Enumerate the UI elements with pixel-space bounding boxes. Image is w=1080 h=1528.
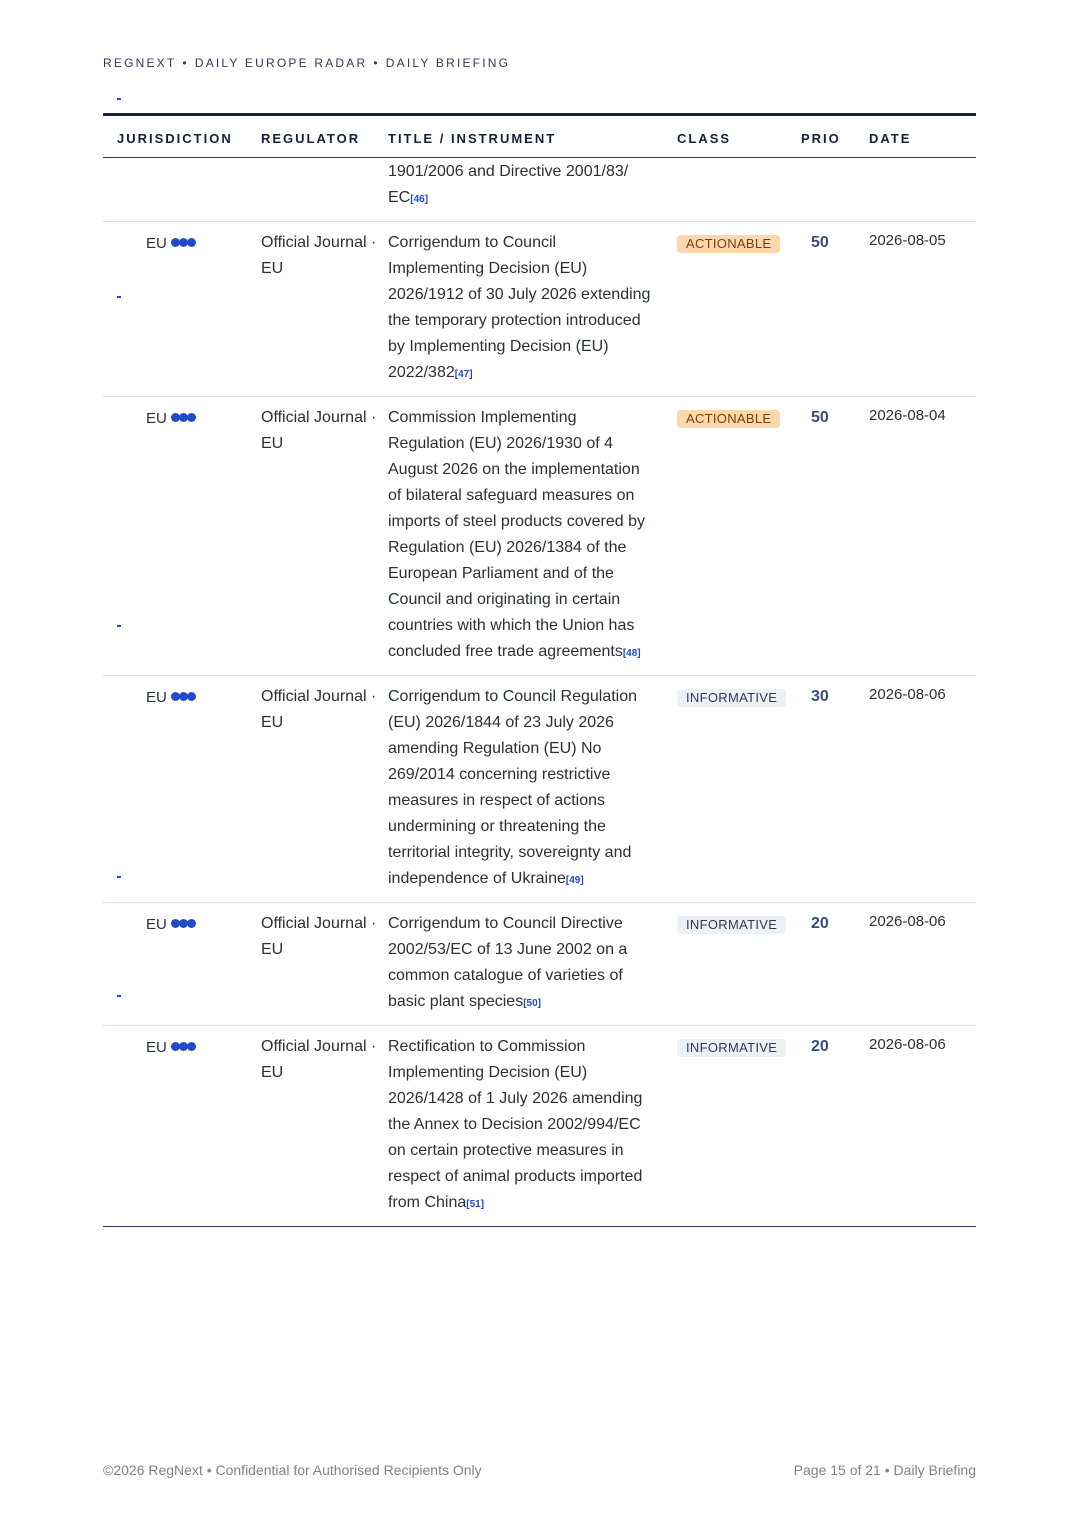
- title-text: Corrigendum to Council Regulation (EU) 2026/1844 of 23 July 2026 amending Regulation (EU) No 269/2014 concerning restrictive measures in respect of actions undermining or threatening the territorial integrity, sovereignty and independence of Ukraine: [388, 688, 638, 887]
- column-header-class: CLASS: [677, 117, 801, 158]
- jurisdiction-label: EU: [146, 1039, 167, 1056]
- regulator-cell: Official Journal · EU: [261, 676, 388, 903]
- title-text: Corrigendum to Council Directive 2002/53/EC of 13 June 2002 on a common catalogue of varieties of basic plant species: [388, 915, 628, 1010]
- column-header-title: TITLE / INSTRUMENT: [388, 117, 677, 158]
- class-badge: INFORMATIVE: [677, 1039, 786, 1057]
- header-doc-type: DAILY BRIEFING: [385, 56, 511, 70]
- jurisdiction-label: EU: [146, 235, 167, 252]
- class-cell: [677, 397, 801, 676]
- prio-cell: 50: [801, 397, 869, 676]
- date-cell: 2026-08-06: [869, 903, 976, 1026]
- header-separator: •: [182, 56, 189, 70]
- running-header: [103, 56, 510, 70]
- class-cell: [677, 222, 801, 397]
- jurisdiction-dots-icon: [171, 405, 195, 431]
- class-cell: [677, 676, 801, 903]
- title-cell: [388, 158, 677, 222]
- prio-cell: 30: [801, 676, 869, 903]
- class-badge: ACTIONABLE: [677, 410, 780, 428]
- briefing-table: [103, 117, 976, 1227]
- title-text: 1901/2006 and Directive 2001/83/ EC: [388, 163, 629, 206]
- footer-copyright: ©2026 RegNext • Confidential for Authorised Recipients Only: [103, 1462, 482, 1478]
- column-header-jurisdiction: JURISDICTION: [103, 117, 261, 158]
- citation-link[interactable]: [49]: [565, 875, 584, 886]
- class-cell: [677, 1026, 801, 1227]
- jurisdiction-dots-icon: [171, 684, 195, 710]
- title-cell: [388, 903, 677, 1026]
- citation-link[interactable]: [47]: [454, 369, 473, 380]
- jurisdiction-dots-icon: [171, 911, 195, 937]
- title-cell: [388, 222, 677, 397]
- jurisdiction-cell: [103, 1026, 261, 1227]
- column-header-regulator: REGULATOR: [261, 117, 388, 158]
- date-cell: 2026-08-06: [869, 676, 976, 903]
- class-badge: INFORMATIVE: [677, 689, 786, 707]
- jurisdiction-cell: [103, 397, 261, 676]
- prio-cell: 20: [801, 903, 869, 1026]
- regulator-cell: Official Journal · EU: [261, 222, 388, 397]
- jurisdiction-dots-icon: [171, 1034, 195, 1060]
- table-row-continued: [103, 158, 976, 222]
- header-separator: •: [373, 56, 380, 70]
- table-row: [103, 903, 976, 1026]
- title-cell: [388, 1026, 677, 1227]
- title-cell: [388, 397, 677, 676]
- jurisdiction-cell: [103, 222, 261, 397]
- citation-link[interactable]: [48]: [622, 648, 641, 659]
- regulator-cell: Official Journal · EU: [261, 1026, 388, 1227]
- date-cell: 2026-08-06: [869, 1026, 976, 1227]
- regulator-cell: Official Journal · EU: [261, 397, 388, 676]
- table-top-rule: [103, 113, 976, 116]
- prio-cell: 20: [801, 1026, 869, 1227]
- jurisdiction-label: EU: [146, 410, 167, 427]
- citation-link[interactable]: [46]: [410, 194, 429, 205]
- date-cell: 2026-08-05: [869, 222, 976, 397]
- citation-link[interactable]: [51]: [466, 1199, 485, 1210]
- table-row: [103, 222, 976, 397]
- jurisdiction-cell: [103, 903, 261, 1026]
- table-row: [103, 397, 976, 676]
- title-cell: [388, 676, 677, 903]
- prio-cell: 50: [801, 222, 869, 397]
- title-text: Corrigendum to Council Implementing Decision (EU) 2026/1912 of 30 July 2026 extending the temporary protection introduced by Implementing Decision (EU) 2022/382: [388, 234, 651, 381]
- column-header-prio: PRIO: [801, 117, 869, 158]
- jurisdiction-label: EU: [146, 916, 167, 933]
- column-header-date: DATE: [869, 117, 976, 158]
- table-row: [103, 676, 976, 903]
- footer-page-number: Page 15 of 21 • Daily Briefing: [793, 1462, 976, 1478]
- title-text: Rectification to Commission Implementing Decision (EU) 2026/1428 of 1 July 2026 amending the Annex to Decision 2002/994/EC on certain protective measures in respect of animal products imported from China: [388, 1038, 643, 1211]
- date-cell: 2026-08-04: [869, 397, 976, 676]
- jurisdiction-label: EU: [146, 689, 167, 706]
- class-cell: [677, 903, 801, 1026]
- table-header-row: [103, 117, 976, 158]
- title-text: Commission Implementing Regulation (EU) 2026/1930 of 4 August 2026 on the implementation of bilateral safeguard measures on imports of steel products covered by Regulation (EU) 2026/1384 of the European Parliament and of the Council and originating in certain countries with which the Union has concluded free trade agreements: [388, 409, 646, 660]
- briefing-table-container: [103, 113, 976, 1227]
- header-brand: REGNEXT: [103, 56, 177, 70]
- table-row: [103, 1026, 976, 1227]
- class-badge: ACTIONABLE: [677, 235, 780, 253]
- jurisdiction-dots-icon: [171, 230, 195, 256]
- class-badge: INFORMATIVE: [677, 916, 786, 934]
- citation-link[interactable]: [50]: [523, 998, 541, 1009]
- margin-marker: [117, 98, 121, 100]
- header-edition: DAILY EUROPE RADAR: [194, 56, 368, 70]
- jurisdiction-cell: [103, 676, 261, 903]
- regulator-cell: Official Journal · EU: [261, 903, 388, 1026]
